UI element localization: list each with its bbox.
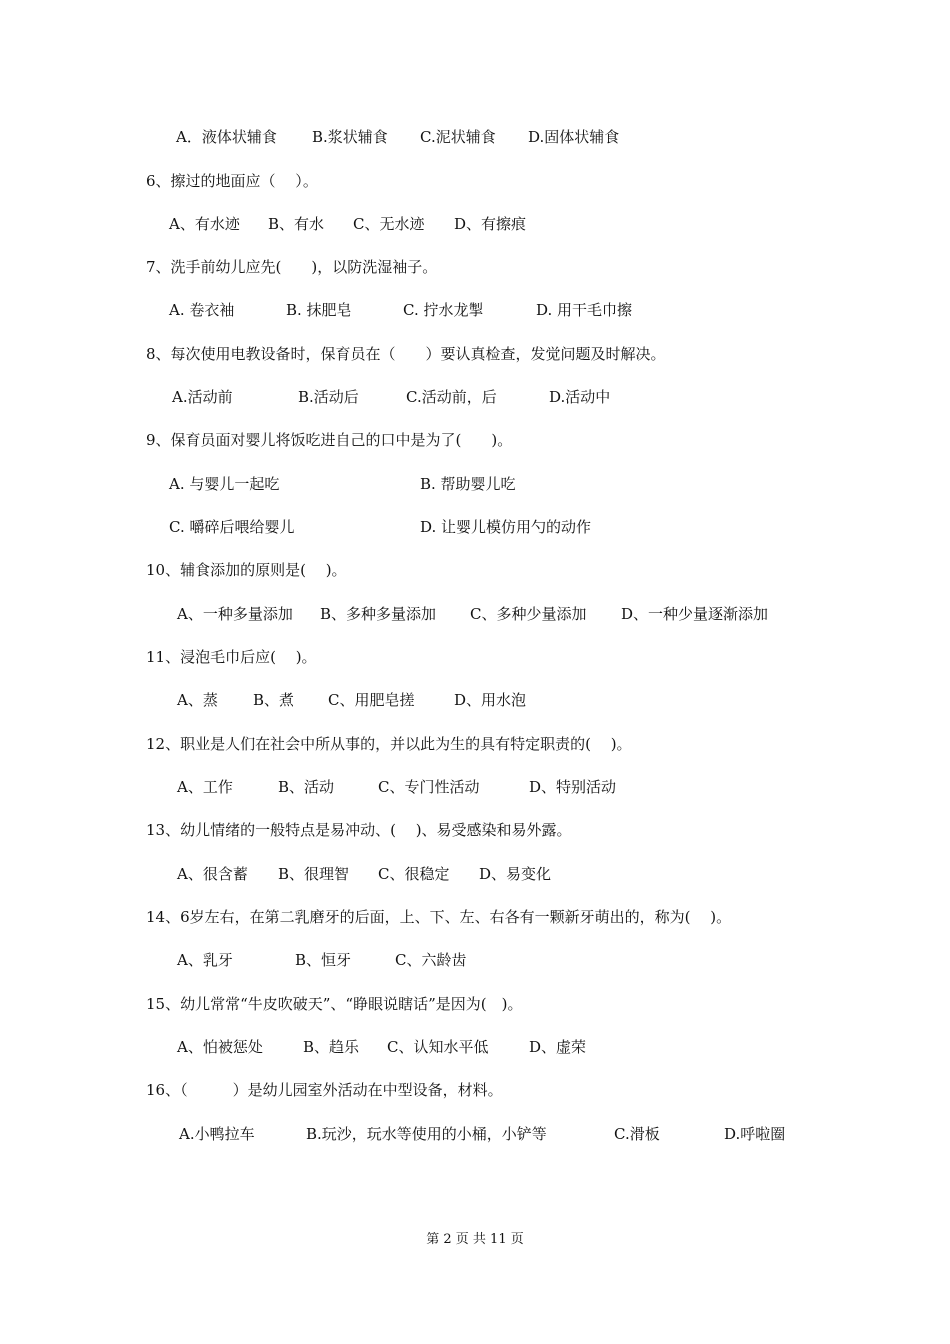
q14-stem: 14、6岁左右，在第二乳磨牙的后面，上、下、左、右各有一颗新牙萌出的，称为( )。: [146, 908, 732, 926]
q12-stem: 12、职业是人们在社会中所从事的，并以此为生的具有特定职责的( )。: [146, 735, 632, 753]
q11-option-b: B、煮: [253, 691, 295, 709]
q13-stem: 13、幼儿情绪的一般特点是易冲动、( )、易受感染和易外露。: [146, 821, 572, 839]
q6-option-b: B、有水: [268, 215, 325, 233]
q16-stem: 16、（ ）是幼儿园室外活动在中型设备，材料。: [146, 1081, 503, 1099]
q10-option-b: B、多种多量添加: [320, 605, 437, 623]
q9-option-a: A. 与婴儿一起吃: [169, 475, 280, 493]
q8-option-a: A.活动前: [172, 388, 233, 406]
q8-option-d: D.活动中: [549, 388, 611, 406]
q15-option-d: D、虚荣: [529, 1038, 587, 1056]
q7-stem: 7、洗手前幼儿应先( )，以防洗湿袖子。: [146, 258, 438, 276]
q8-stem: 8、每次使用电教设备时，保育员在（ ）要认真检查，发觉问题及时解决。: [146, 345, 666, 363]
page-footer: 第 2 页 共 11 页: [426, 1232, 524, 1247]
q8-option-b: B.活动后: [298, 388, 359, 406]
q5-option-d: D.固体状辅食: [528, 128, 620, 146]
q16-option-a: A.小鸭拉车: [179, 1125, 255, 1143]
q12-option-b: B、活动: [278, 778, 335, 796]
q8-option-c: C.活动前，后: [406, 388, 497, 406]
q11-option-c: C、用肥皂搓: [328, 691, 415, 709]
q16-option-c: C.滑板: [614, 1125, 660, 1143]
q6-option-a: A、有水迹: [169, 215, 240, 233]
q14-option-c: C、六龄齿: [395, 951, 467, 969]
q16-option-d: D.呼啦圈: [724, 1125, 786, 1143]
q5-option-b: B.浆状辅食: [312, 128, 388, 146]
q10-option-a: A、一种多量添加: [177, 605, 293, 623]
q13-option-c: C、很稳定: [378, 865, 450, 883]
q9-option-b: B. 帮助婴儿吃: [420, 475, 516, 493]
q6-option-c: C、无水迹: [353, 215, 425, 233]
q11-stem: 11、浸泡毛巾后应( )。: [146, 648, 317, 666]
q12-option-a: A、工作: [177, 778, 233, 796]
q10-option-d: D、一种少量逐渐添加: [621, 605, 769, 623]
q7-option-d: D. 用干毛巾擦: [536, 301, 633, 319]
q11-option-d: D、用水泡: [454, 691, 527, 709]
q14-option-b: B、恒牙: [295, 951, 352, 969]
q10-option-c: C、多种少量添加: [470, 605, 587, 623]
q6-option-d: D、有擦痕: [454, 215, 527, 233]
q6-stem: 6、擦过的地面应（ ）。: [146, 172, 318, 190]
q12-option-d: D、特别活动: [529, 778, 617, 796]
q5-option-a: A．液体状辅食: [176, 128, 277, 146]
q15-stem: 15、幼儿常常“牛皮吹破天”、“睁眼说瞎话”是因为( )。: [146, 995, 523, 1013]
q11-option-a: A、蒸: [177, 691, 218, 709]
q9-stem: 9、保育员面对婴儿将饭吃进自己的口中是为了( )。: [146, 431, 513, 449]
q15-option-a: A、怕被惩处: [177, 1038, 263, 1056]
q15-option-b: B、趋乐: [303, 1038, 360, 1056]
q16-option-b: B.玩沙，玩水等使用的小桶，小铲等: [306, 1125, 547, 1143]
q13-option-b: B、很理智: [278, 865, 350, 883]
q7-option-c: C. 拧水龙掣: [403, 301, 484, 319]
q10-stem: 10、辅食添加的原则是( )。: [146, 561, 347, 579]
q12-option-c: C、专门性活动: [378, 778, 480, 796]
q15-option-c: C、认知水平低: [387, 1038, 489, 1056]
q13-option-a: A、很含蓄: [177, 865, 248, 883]
q7-option-b: B. 抹肥皂: [286, 301, 352, 319]
q14-option-a: A、乳牙: [177, 951, 233, 969]
q5-option-c: C.泥状辅食: [420, 128, 496, 146]
q9-option-d: D. 让婴儿模仿用勺的动作: [420, 518, 592, 536]
q13-option-d: D、易变化: [479, 865, 552, 883]
q9-option-c: C. 嚼碎后喂给婴儿: [169, 518, 295, 536]
q7-option-a: A. 卷衣袖: [169, 301, 235, 319]
